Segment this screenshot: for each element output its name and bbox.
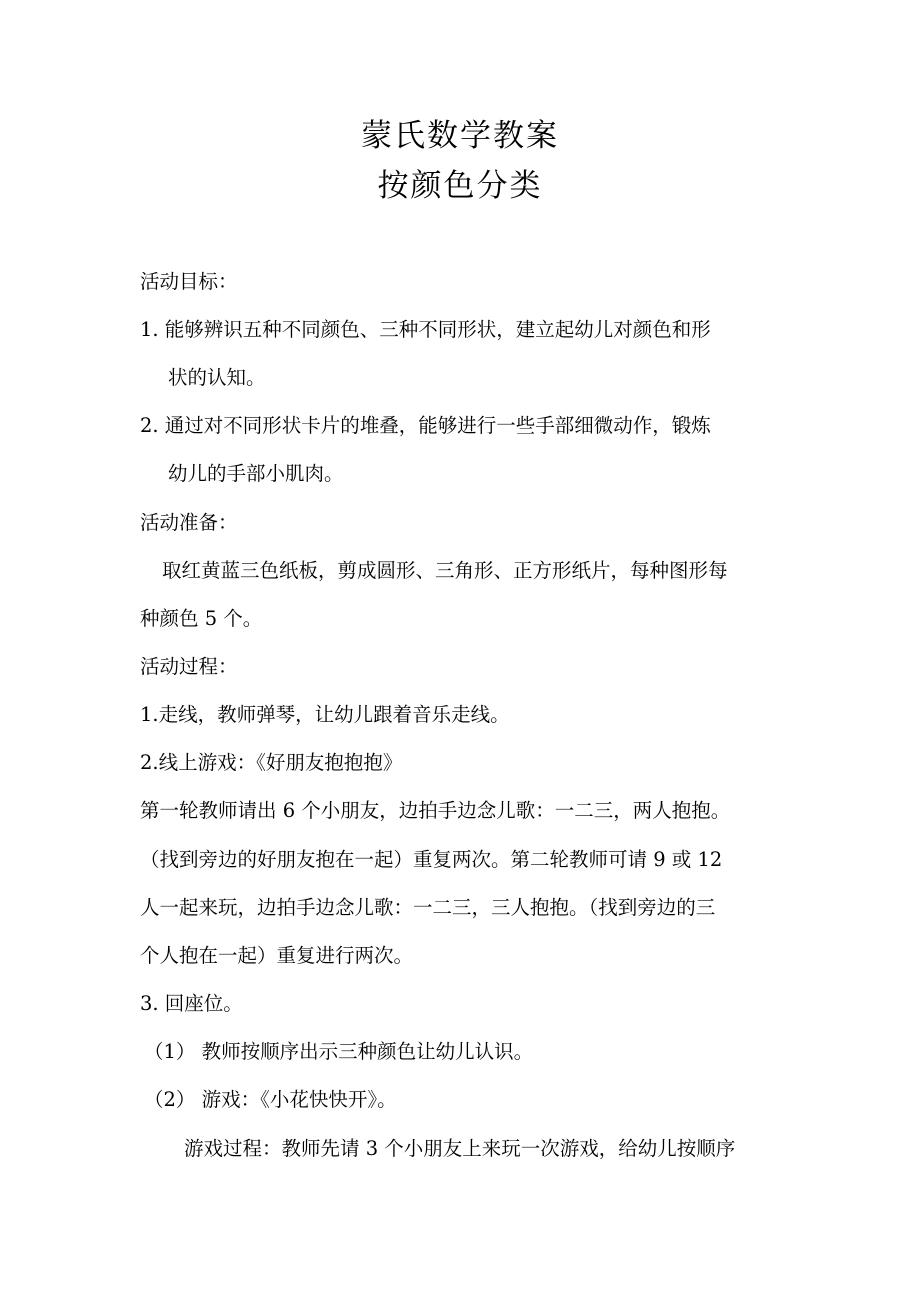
process-heading: 活动过程： — [140, 655, 238, 678]
paragraph-line-1: 第一轮教师请出 6 个小朋友，边拍手边念儿歌：一二三，两人抱抱。 — [140, 799, 731, 822]
prep-line-2: 种颜色 5 个。 — [140, 607, 263, 630]
goal-1-line-1: 1. 能够辨识五种不同颜色、三种不同形状，建立起幼儿对颜色和形 — [140, 318, 711, 341]
goal-1-line-2: 状的认知。 — [168, 366, 266, 389]
step-1: 1.走线，教师弹琴，让幼儿跟着音乐走线。 — [140, 703, 510, 726]
goal-2-line-2: 幼儿的手部小肌肉。 — [168, 462, 344, 485]
paragraph-line-4: 个人抱在一起）重复进行两次。 — [140, 944, 414, 967]
game-process-line-1: 游戏过程：教师先请 3 个小朋友上来玩一次游戏，给幼儿按顺序 — [184, 1137, 736, 1160]
sub-step-1: （1） 教师按顺序出示三种颜色让幼儿认识。 — [144, 1040, 534, 1063]
paragraph-line-3: 人一起来玩，边拍手边念儿歌：一二三，三人抱抱。（找到旁边的三 — [140, 896, 716, 919]
document-title: 蒙氏数学教案 — [361, 118, 559, 154]
paragraph-line-2: （找到旁边的好朋友抱在一起）重复两次。第二轮教师可请 9 或 12 — [140, 848, 723, 871]
prep-heading: 活动准备： — [140, 511, 238, 534]
goals-heading: 活动目标： — [140, 270, 238, 293]
goal-2-line-1: 2. 通过对不同形状卡片的堆叠，能够进行一些手部细微动作，锻炼 — [140, 414, 711, 437]
prep-line-1: 取红黄蓝三色纸板，剪成圆形、三角形、正方形纸片，每种图形每 — [162, 559, 728, 582]
document-subtitle: 按颜色分类 — [377, 168, 543, 204]
step-2: 2.线上游戏：《好朋友抱抱抱》 — [140, 751, 403, 774]
sub-step-2: （2） 游戏：《小花快快开》。 — [144, 1088, 397, 1111]
step-3: 3. 回座位。 — [140, 992, 243, 1015]
